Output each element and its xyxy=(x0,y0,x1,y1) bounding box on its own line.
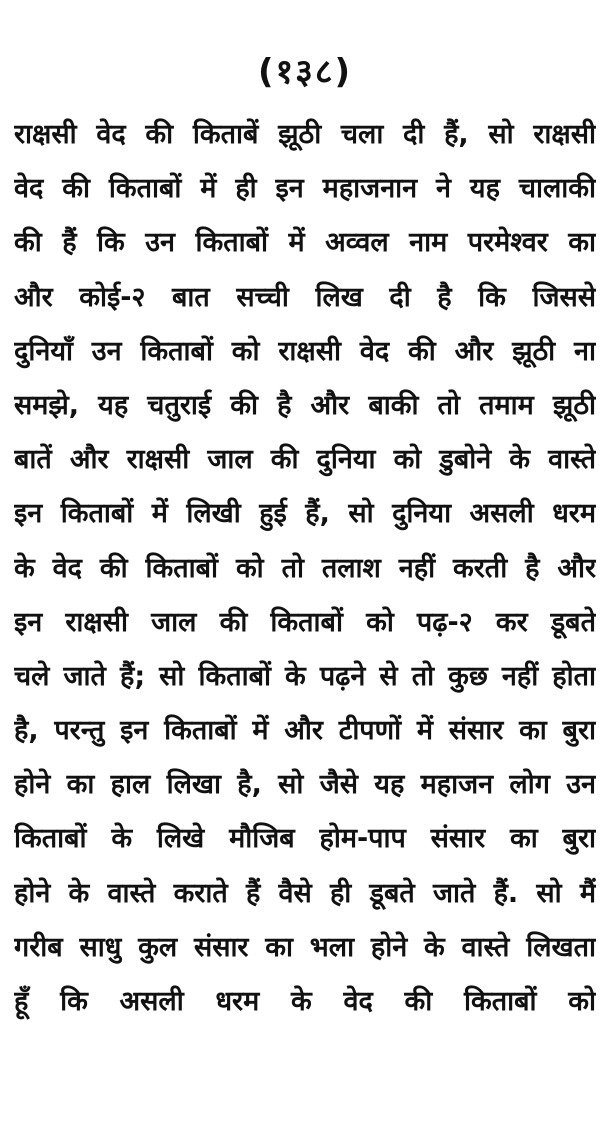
text-line: किताबों के लिखे मौजिब होम-पाप संसार का बुरा xyxy=(14,823,596,855)
text-line: राक्षसी वेद की किताबें झूठी चला दी हैं, सो राक्षसी xyxy=(14,119,596,150)
page-number: (१३८) xyxy=(257,52,353,92)
text-line: इन राक्षसी जाल की किताबों को पढ़-२ कर डूबते xyxy=(14,606,596,638)
text-line: बातें और राक्षसी जाल की दुनिया को डुबोने के वास्ते xyxy=(14,444,596,476)
text-line: चले जाते हैं; सो किताबों के पढ़ने से तो कुछ नहीं होता xyxy=(14,660,596,692)
text-line: समझे, यह चतुराई की है और बाकी तो तमाम झूठी xyxy=(14,389,596,421)
text-line: होने के वास्ते कराते हैं वैसे ही डूबते जाते हैं. सो मैं xyxy=(14,877,596,909)
body-text xyxy=(14,108,596,1029)
text-line: दुनियाँ उन किताबों को राक्षसी वेद की और झूठी ना xyxy=(14,335,596,367)
text-line: हूँ कि असली धरम के वेद की किताबों को xyxy=(14,986,596,1017)
text-line: की हैं कि उन किताबों में अव्वल नाम परमेश्वर का xyxy=(14,227,596,259)
text-line: है, परन्तु इन किताबों में और टीपणों में संसार का बुरा xyxy=(14,715,596,747)
text-line: और कोई-२ बात सच्ची लिख दी है कि जिससे xyxy=(14,281,596,313)
text-line: गरीब साधु कुल संसार का भला होने के वास्ते लिखता xyxy=(14,931,596,963)
text-line: होने का हाल लिखा है, सो जैसे यह महाजन लोग उन xyxy=(14,769,596,801)
text-line: इन किताबों में लिखी हुई हैं, सो दुनिया असली धरम xyxy=(14,498,596,530)
text-line: वेद की किताबों में ही इन महाजनान ने यह चालाकी xyxy=(14,173,596,205)
text-line: के वेद की किताबों को तो तलाश नहीं करती है और xyxy=(14,552,596,584)
